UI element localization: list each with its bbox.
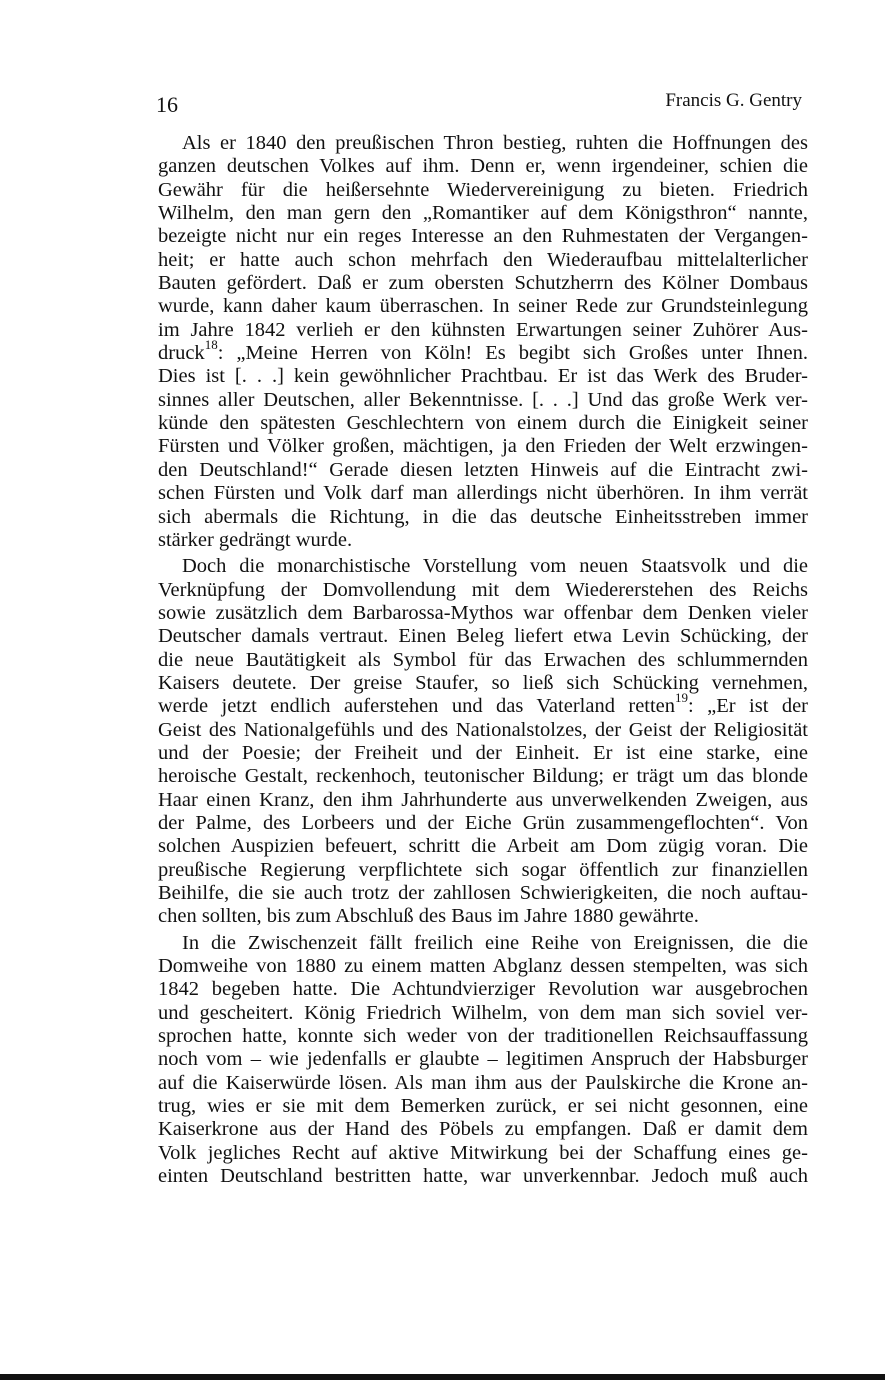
text-line: der Palme, des Lorbeers und der Eiche Grün zusammengeflochten“. Von	[158, 811, 808, 834]
text-line: noch vom – wie jedenfalls er glaubte – legitimen Anspruch der Habsburger	[158, 1048, 808, 1071]
text-line: Domweihe von 1880 zu einem matten Abglanz dessen stempelten, was sich	[158, 955, 808, 978]
text-line: trug, wies er sie mit dem Bemerken zurück, er sei nicht gesonnen, eine	[158, 1095, 808, 1118]
text-line: Bauten gefördert. Daß er zum obersten Schutzherrn des Kölner Dombaus	[158, 272, 808, 295]
text-line: den Deutschland!“ Gerade diesen letzten Hinweis auf die Eintracht zwi-	[158, 458, 808, 481]
text-line: und gescheitert. König Friedrich Wilhelm, von dem man sich soviel ver-	[158, 1001, 808, 1024]
text-line: sinnes aller Deutschen, aller Bekenntnisse. [. . .] Und das große Werk ver-	[158, 388, 808, 411]
text-line: chen sollten, bis zum Abschluß des Baus im Jahre 1880 gewährte.	[158, 905, 699, 928]
text-line: solchen Auspizien befeuert, schritt die Arbeit am Dom zügig voran. Die	[158, 835, 808, 858]
page-number: 16	[156, 92, 178, 117]
footnote-marker: 18	[204, 337, 218, 353]
text-line: preußische Regierung verpflichtete sich sogar öffentlich zur finanziellen	[158, 858, 808, 881]
text-line: druck$^{18}$: „Meine Herren von Köln! Es begibt sich Großes unter Ihnen.	[158, 337, 808, 365]
text-line: werde jetzt endlich auferstehen und das Vaterland retten$^{19}$: „Er ist der	[158, 690, 808, 718]
paragraph	[158, 555, 808, 929]
text-line: sowie zusätzlich dem Barbarossa-Mythos war offenbar dem Denken vieler	[158, 601, 808, 624]
text-line: In die Zwischenzeit fällt freilich eine Reihe von Ereignissen, die die	[182, 931, 808, 954]
text-line: Haar einen Kranz, den ihm Jahrhunderte aus unverwelkenden Zweigen, aus	[158, 788, 808, 811]
text-line: im Jahre 1842 verlieh er den kühnsten Erwartungen seiner Zuhörer Aus-	[158, 318, 808, 341]
text-line: Als er 1840 den preußischen Thron bestieg, ruhten die Hoffnungen des	[182, 132, 808, 154]
text-line: einten Deutschland bestritten hatte, war unverkennbar. Jedoch muß auch	[158, 1165, 808, 1188]
footnote-marker: 19	[675, 690, 689, 706]
text-line: Dies ist [. . .] kein gewöhnlicher Prachtbau. Er ist das Werk des Bruder-	[158, 365, 808, 388]
text-line: sich abermals die Richtung, in die das deutsche Einheitsstreben immer	[158, 505, 808, 528]
text-line: Beihilfe, die sie auch trotz der zahllosen Schwierigkeiten, die noch auftau-	[158, 882, 808, 904]
text-line: heroische Gestalt, reckenhoch, teutonischer Bildung; er trägt um das blonde	[158, 765, 808, 788]
text-line: sprochen hatte, konnte sich weder von der traditionellen Reichsauffassung	[158, 1025, 808, 1048]
text-line: auf die Kaiserwürde lösen. Als man ihm aus der Paulskirche die Krone an-	[158, 1071, 808, 1094]
text-line: die neue Bautätigkeit als Symbol für das Erwachen des schlummernden	[158, 648, 808, 671]
text-line: und der Poesie; der Freiheit und der Einheit. Er ist eine starke, eine	[158, 741, 808, 764]
text-line: Wilhelm, den man gern den „Romantiker auf dem Königsthron“ nannte,	[158, 202, 808, 225]
text-line: 1842 begeben hatte. Die Achtundvierziger Revolution war ausgebrochen	[158, 978, 808, 1001]
text-line: wurde, kann daher kaum überraschen. In seiner Rede zur Grundsteinlegung	[158, 295, 808, 318]
text-line: ganzen deutschen Volkes auf ihm. Denn er, wenn irgendeiner, schien die	[158, 155, 808, 178]
text-line: Gewähr für die heißersehnte Wiedervereinigung zu bieten. Friedrich	[158, 178, 808, 201]
bottom-edge-rule	[0, 1374, 885, 1380]
text-line: Geist des Nationalgefühls und des Nationalstolzes, der Geist der Religiosität	[158, 718, 808, 741]
text-line: Kaisers deutete. Der greise Staufer, so ließ sich Schücking vernehmen,	[158, 671, 808, 694]
paragraph	[158, 132, 808, 552]
text-line: bezeigte nicht nur ein reges Interesse an den Ruhmestaten der Vergangen-	[158, 225, 808, 248]
text-line: Kaiserkrone aus der Hand des Pöbels zu empfangen. Daß er damit dem	[158, 1118, 808, 1141]
paragraph	[158, 932, 808, 1189]
text-line: Deutscher damals vertraut. Einen Beleg liefert etwa Levin Schücking, der	[158, 625, 808, 648]
text-line: Fürsten und Völker großen, mächtigen, ja den Frieden der Welt erzwingen-	[158, 435, 808, 458]
text-line: Doch die monarchistische Vorstellung vom neuen Staatsvolk und die	[182, 555, 808, 578]
text-line: heit; er hatte auch schon mehrfach den Wiederaufbau mittelalterlicher	[158, 248, 808, 271]
text-line: Volk jegliches Recht auf aktive Mitwirkung bei der Schaffung eines ge-	[158, 1141, 808, 1164]
running-head: Francis G. Gentry	[665, 90, 802, 111]
text-line: stärker gedrängt wurde.	[158, 528, 353, 551]
text-line: schen Fürsten und Volk darf man allerdings nicht überhören. In ihm verrät	[158, 482, 808, 505]
body-text	[158, 132, 808, 1188]
text-line: Verknüpfung der Domvollendung mit dem Wiedererstehen des Reichs	[158, 578, 808, 601]
text-line: künde den spätesten Geschlechtern von einem durch die Einigkeit seiner	[158, 412, 808, 435]
